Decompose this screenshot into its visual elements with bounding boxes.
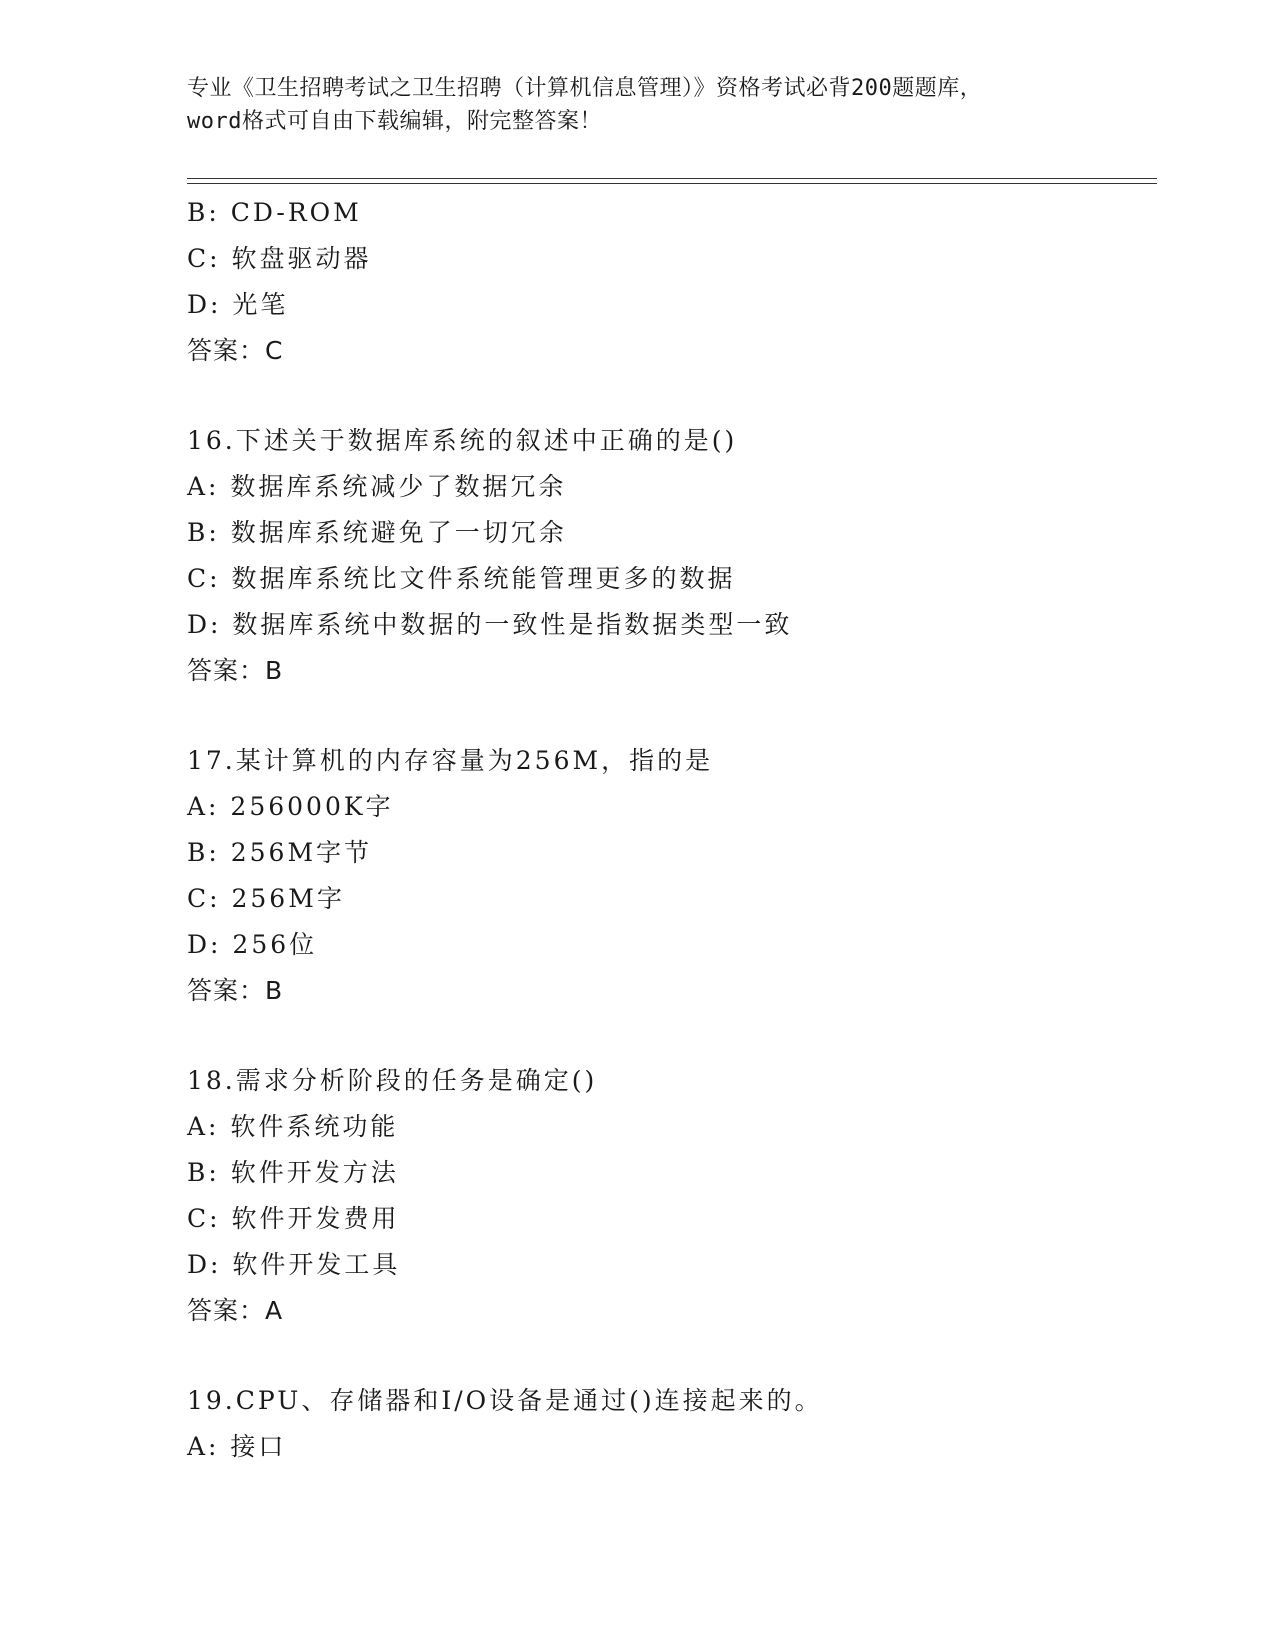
header-line-1: 专业《卫生招聘考试之卫生招聘（计算机信息管理）》资格考试必背200题题库， — [187, 76, 983, 101]
option-b: B: 256M字节 — [187, 838, 373, 867]
question-text: 19.CPU、存储器和I/O设备是通过()连接起来的。 — [187, 1386, 823, 1415]
option-d: D: 数据库系统中数据的一致性是指数据类型一致 — [187, 610, 793, 639]
question-list — [187, 190, 1147, 1470]
question-text: 18.需求分析阶段的任务是确定() — [187, 1066, 598, 1095]
option-b: B: 软件开发方法 — [187, 1158, 399, 1187]
option-b: B: 数据库系统避免了一切冗余 — [187, 518, 567, 547]
header-divider-top — [187, 178, 1157, 179]
question-text: 17.某计算机的内存容量为256M，指的是 — [187, 746, 714, 775]
option-b: B: CD-ROM — [187, 198, 362, 227]
header-divider-bottom — [187, 183, 1157, 184]
question-17-block — [187, 738, 1147, 1014]
option-a: A: 数据库系统减少了数据冗余 — [187, 472, 567, 501]
option-a: A: 软件系统功能 — [187, 1112, 399, 1141]
option-c: C: 软件开发费用 — [187, 1204, 400, 1233]
option-d: D: 256位 — [187, 930, 318, 959]
question-text: 16.下述关于数据库系统的叙述中正确的是() — [187, 426, 738, 455]
question-16-block — [187, 418, 1147, 694]
option-c: C: 软盘驱动器 — [187, 244, 372, 273]
question-15-block — [187, 190, 1147, 374]
question-18-block — [187, 1058, 1147, 1334]
option-d: D: 软件开发工具 — [187, 1250, 401, 1279]
answer-label: 答案：A — [187, 1296, 284, 1325]
option-a: A: 256000K字 — [187, 792, 394, 821]
question-19-block — [187, 1378, 1147, 1470]
option-c: C: 数据库系统比文件系统能管理更多的数据 — [187, 564, 736, 593]
option-c: C: 256M字 — [187, 884, 345, 913]
header-line-2: word格式可自由下载编辑，附完整答案！ — [187, 109, 602, 134]
document-header — [187, 72, 1087, 138]
answer-label: 答案：B — [187, 656, 284, 685]
option-a: A: 接口 — [187, 1432, 287, 1461]
answer-label: 答案：C — [187, 336, 284, 365]
answer-label: 答案：B — [187, 976, 284, 1005]
option-d: D: 光笔 — [187, 290, 289, 319]
